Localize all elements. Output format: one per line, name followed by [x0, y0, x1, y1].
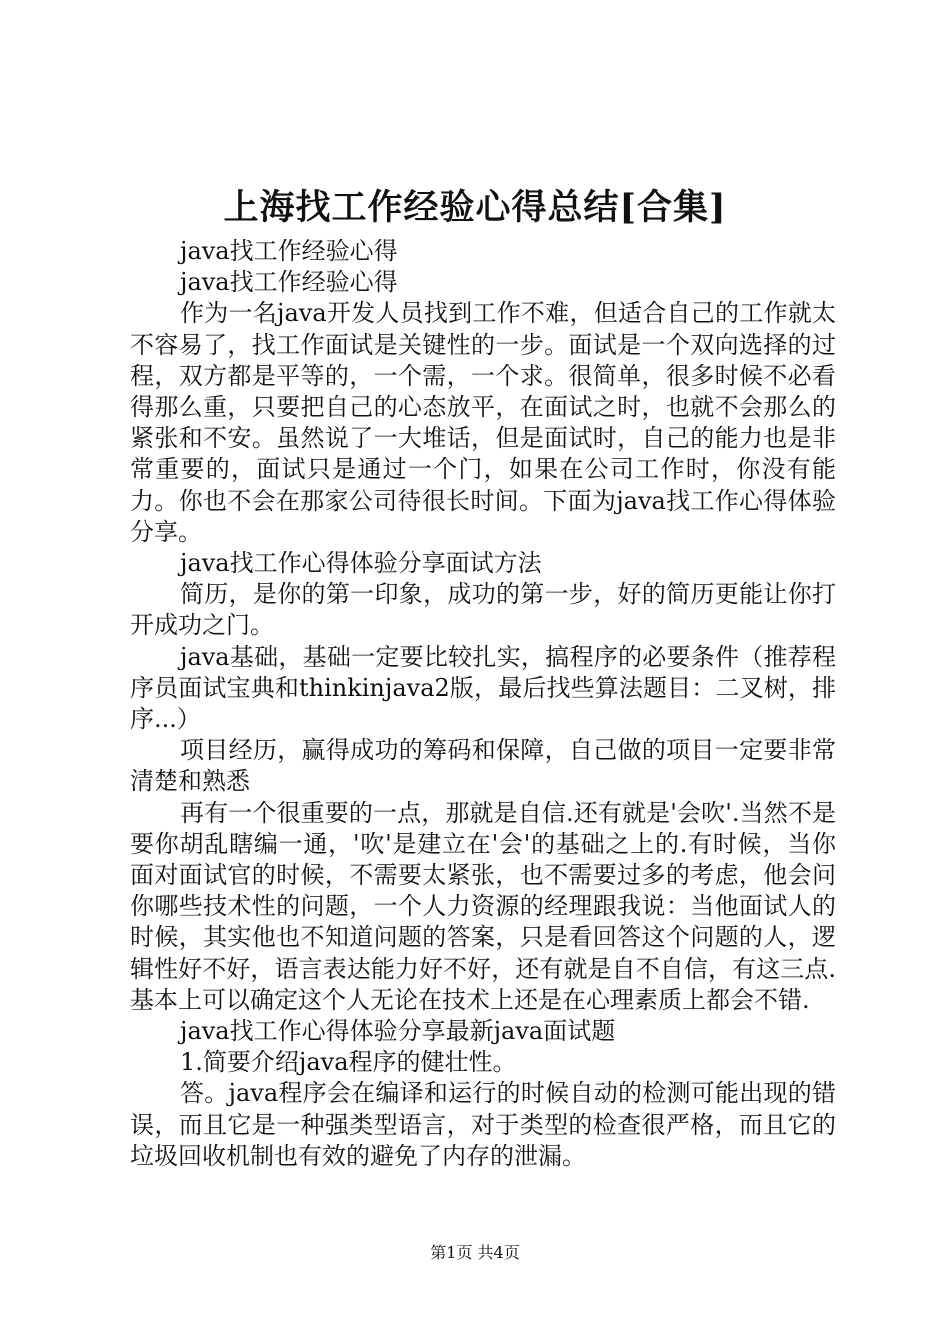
paragraph-heading-1: java找工作经验心得	[180, 237, 398, 265]
paragraph-project-experience: 项目经历，赢得成功的筹码和保障，自己做的项目一定要非常清楚和熟悉	[130, 736, 836, 796]
paragraph-heading-2: java找工作经验心得	[180, 268, 398, 297]
paragraph-java-basics: java基础，基础一定要比较扎实，搞程序的必要条件（推荐程序员面试宝典和thinkinjava2版，最后找些算法题目：二叉树，排序...）	[130, 642, 836, 734]
paragraph-confidence: 再有一个很重要的一点，那就是自信.还有就是'会吹'.当然不是要你胡乱瞎编一通，'吹'是建立在'会'的基础之上的.有时候，当你面对面试官的时候，不需要太紧张，也不需要过多的考虑，他会问你哪些技术性的问题，一个人力资源的经理跟我说：当他面试人的时候，其实他也不知道问题的答案，只是看回答这个问题的人，逻辑性好不好，语言表达能力好不好，还有就是自不自信，有这三点.基本上可以确定这个人无论在技术上还是在心理素质上都会不错.	[130, 798, 836, 1014]
paragraph-answer-1: 答。java程序会在编译和运行的时候自动的检测可能出现的错误，而且它是一种强类型语言，对于类型的检查很严格，而且它的垃圾回收机制也有效的避免了内存的泄漏。	[130, 1079, 836, 1170]
document-title: 上海找工作经验心得总结[合集]	[223, 187, 727, 228]
document-body	[130, 236, 836, 1172]
paragraph-section-interview-method: java找工作心得体验分享面试方法	[180, 549, 542, 578]
paragraph-resume: 简历，是你的第一印象，成功的第一步，好的简历更能让你打开成功之门。	[130, 580, 836, 640]
paragraph-intro: 作为一名java开发人员找到工作不难，但适合自己的工作就太不容易了，找工作面试是关键性的一步。面试是一个双向选择的过程，双方都是平等的，一个需，一个求。很简单，很多时候不必看得那么重，只要把自己的心态放平，在面试之时，也就不会那么的紧张和不安。虽然说了一大堆话，但是面试时，自己的能力也是非常重要的，面试只是通过一个门，如果在公司工作时，你没有能力。你也不会在那家公司待很长时间。下面为java找工作心得体验分享。	[130, 299, 836, 546]
paragraph-section-interview-questions: java找工作心得体验分享最新java面试题	[180, 1017, 616, 1046]
paragraph-question-1: 1.简要介绍java程序的健壮性。	[180, 1048, 517, 1077]
page-number-footer: 第1页 共4页	[430, 1243, 520, 1262]
